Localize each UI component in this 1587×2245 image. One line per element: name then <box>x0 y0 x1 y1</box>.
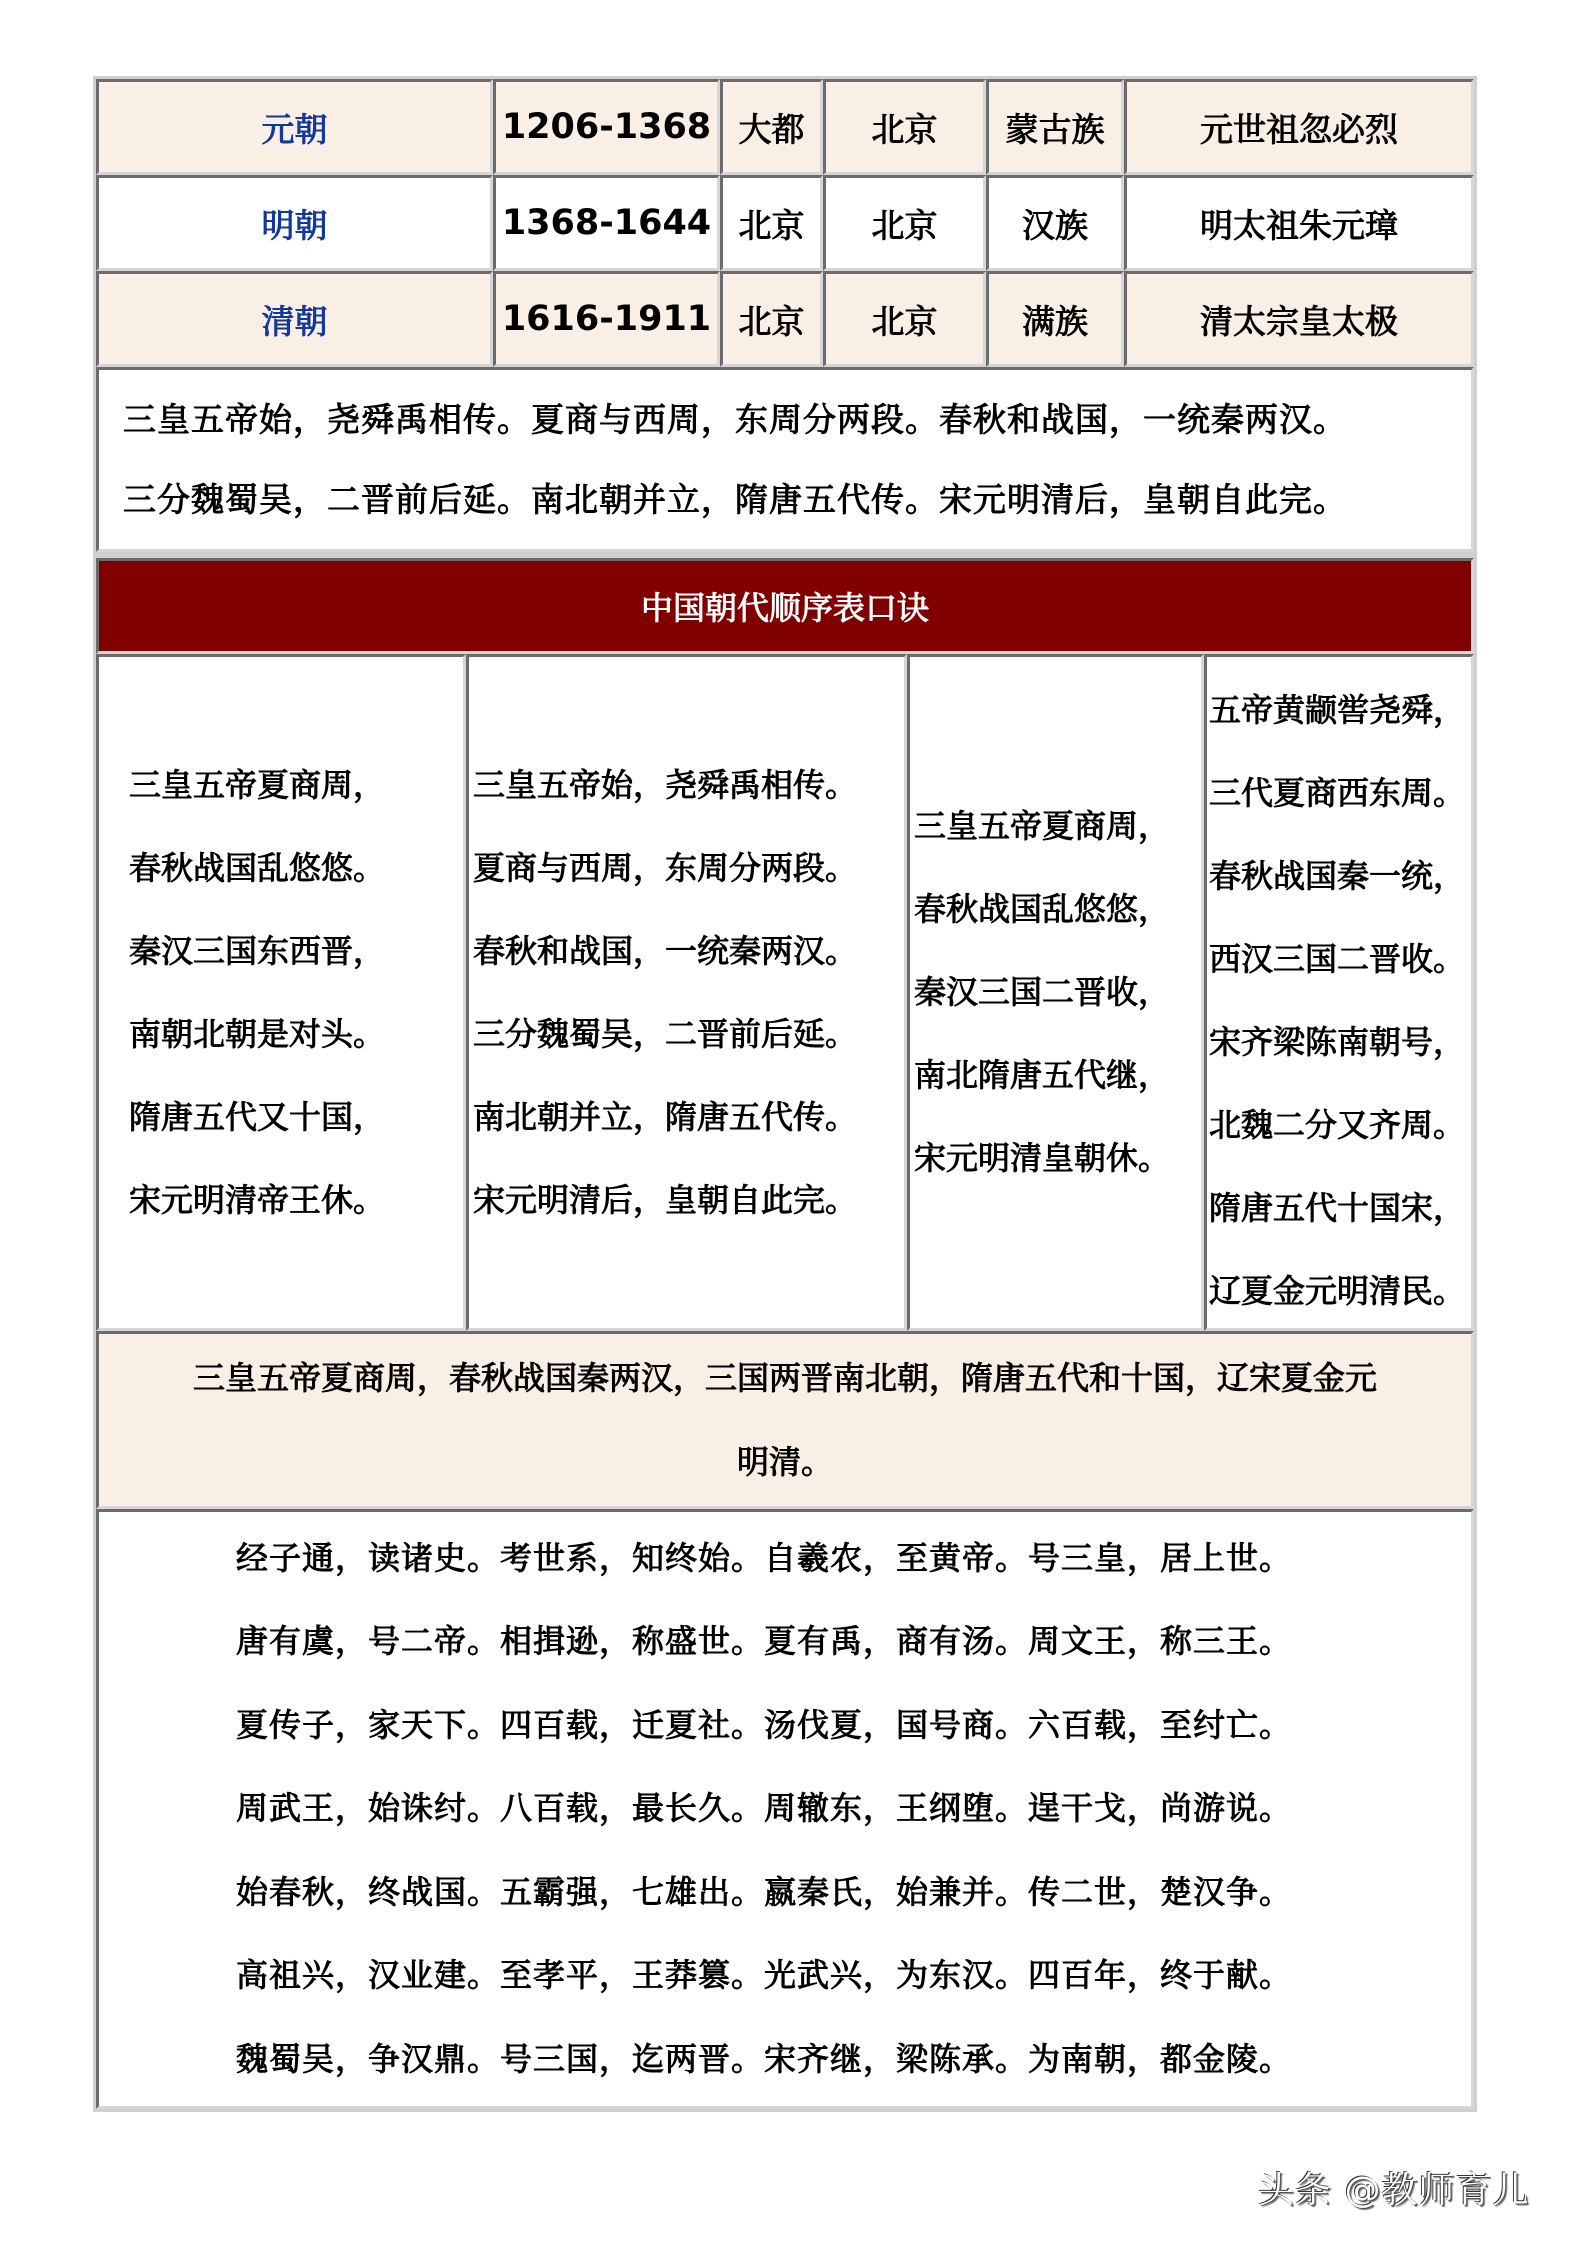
mnemonic-column-4 <box>1204 654 1474 1331</box>
founder-cell: 元世祖忽必烈 <box>1124 79 1474 175</box>
verse-line: 秦汉三国东西晋， <box>129 931 386 970</box>
verse-line: 西汉三国二晋收。 <box>1209 940 1466 978</box>
dynasty-name-cell: 明朝 <box>96 175 493 271</box>
mnemonic-column-3 <box>907 654 1204 1331</box>
period-cell: 1616-1911 <box>493 271 720 367</box>
document-page <box>93 76 1477 2112</box>
classic-line: 魏蜀吴，争汉鼎。号三国，迄两晋。宋齐继，梁陈承。为南朝，都金陵。 <box>236 2039 1293 2078</box>
verse-line: 三皇五帝始，尧舜禹相传。 <box>473 765 858 804</box>
founder-cell: 明太祖朱元璋 <box>1124 175 1474 271</box>
verse-line: 五帝黄颛喾尧舜， <box>1209 691 1466 729</box>
verse-line: 宋元明清皇朝休。 <box>914 1139 1171 1177</box>
verse-line: 辽夏金元明清民。 <box>1209 1272 1466 1310</box>
classic-line: 唐有虞，号二帝。相揖逊，称盛世。夏有禹，商有汤。周文王，称三王。 <box>236 1622 1293 1661</box>
classic-line: 经子通，读诸史。考世系，知终始。自羲农，至黄帝。号三皇，居上世。 <box>236 1538 1293 1577</box>
classic-line: 夏传子，家天下。四百载，迁夏社。汤伐夏，国号商。六百载，至纣亡。 <box>236 1705 1293 1744</box>
capital-cell: 北京 <box>720 271 823 367</box>
modern-city-cell: 北京 <box>823 79 986 175</box>
capital-cell: 大都 <box>720 79 823 175</box>
mnemonic-column-1 <box>96 654 466 1331</box>
verse-line: 春秋战国乱悠悠， <box>914 890 1171 928</box>
verse-line: 南北隋唐五代继， <box>914 1056 1171 1094</box>
summary-line: 明清。 <box>736 1443 833 1481</box>
classic-line: 高祖兴，汉业建。至孝平，王莽篡。光武兴，为东汉。四百年，终于献。 <box>236 1956 1293 1995</box>
summary-verse <box>96 1331 1474 1509</box>
verse-line: 三皇五帝夏商周， <box>129 765 386 804</box>
dynasty-name-cell: 清朝 <box>96 271 493 367</box>
ethnicity-cell: 满族 <box>986 271 1124 367</box>
verse-line: 春秋和战国，一统秦两汉。 <box>473 931 858 970</box>
modern-city-cell: 北京 <box>823 271 986 367</box>
verse-line: 北魏二分又齐周。 <box>1209 1106 1466 1144</box>
period-cell: 1368-1644 <box>493 175 720 271</box>
watermark: 头条 @教师育儿 <box>1258 2170 1530 2211</box>
mnemonic-column-2 <box>466 654 907 1331</box>
mnemonic-columns <box>96 654 1474 1331</box>
verse-line: 隋唐五代十国宋， <box>1209 1189 1466 1227</box>
dynasty-poem <box>96 367 1474 552</box>
verse-line: 宋齐梁陈南朝号， <box>1209 1023 1466 1061</box>
verse-line: 夏商与西周，东周分两段。 <box>473 848 858 887</box>
modern-city-cell: 北京 <box>823 175 986 271</box>
table-row <box>96 271 1474 367</box>
poem-line: 三分魏蜀吴，二晋前后延。南北朝并立，隋唐五代传。宋元明清后，皇朝自此完。 <box>123 479 1347 519</box>
table-row <box>96 79 1474 175</box>
summary-line: 三皇五帝夏商周，春秋战国秦两汉，三国两晋南北朝，隋唐五代和十国，辽宋夏金元 <box>192 1359 1377 1397</box>
verse-line: 隋唐五代又十国， <box>129 1097 386 1136</box>
dynasty-table <box>93 76 1477 555</box>
verse-line: 南北朝并立，隋唐五代传。 <box>473 1097 858 1136</box>
verse-line: 南朝北朝是对头。 <box>129 1014 386 1053</box>
classic-line: 周武王，始诛纣。八百载，最长久。周辙东，王纲堕。逞干戈，尚游说。 <box>236 1789 1293 1828</box>
verse-line: 三皇五帝夏商周， <box>914 807 1171 845</box>
verse-line: 春秋战国乱悠悠。 <box>129 848 386 887</box>
capital-cell: 北京 <box>720 175 823 271</box>
verse-line: 三分魏蜀吴，二晋前后延。 <box>473 1014 858 1053</box>
dynasty-name-cell: 元朝 <box>96 79 493 175</box>
ethnicity-cell: 蒙古族 <box>986 79 1124 175</box>
verse-line: 三代夏商西东周。 <box>1209 774 1466 812</box>
mnemonic-section <box>93 555 1477 2112</box>
poem-line: 三皇五帝始，尧舜禹相传。夏商与西周，东周分两段。春秋和战国，一统秦两汉。 <box>123 399 1347 439</box>
section-title: 中国朝代顺序表口诀 <box>96 558 1474 654</box>
verse-line: 宋元明清后，皇朝自此完。 <box>473 1180 858 1219</box>
period-cell: 1206-1368 <box>493 79 720 175</box>
table-row <box>96 175 1474 271</box>
verse-line: 春秋战国秦一统， <box>1209 857 1466 895</box>
founder-cell: 清太宗皇太极 <box>1124 271 1474 367</box>
classic-line: 始春秋，终战国。五霸强，七雄出。嬴秦氏，始兼并。传二世，楚汉争。 <box>236 1872 1293 1911</box>
ethnicity-cell: 汉族 <box>986 175 1124 271</box>
verse-line: 秦汉三国二晋收， <box>914 973 1171 1011</box>
verse-line: 宋元明清帝王休。 <box>129 1180 386 1219</box>
three-character-classic <box>96 1509 1474 2109</box>
